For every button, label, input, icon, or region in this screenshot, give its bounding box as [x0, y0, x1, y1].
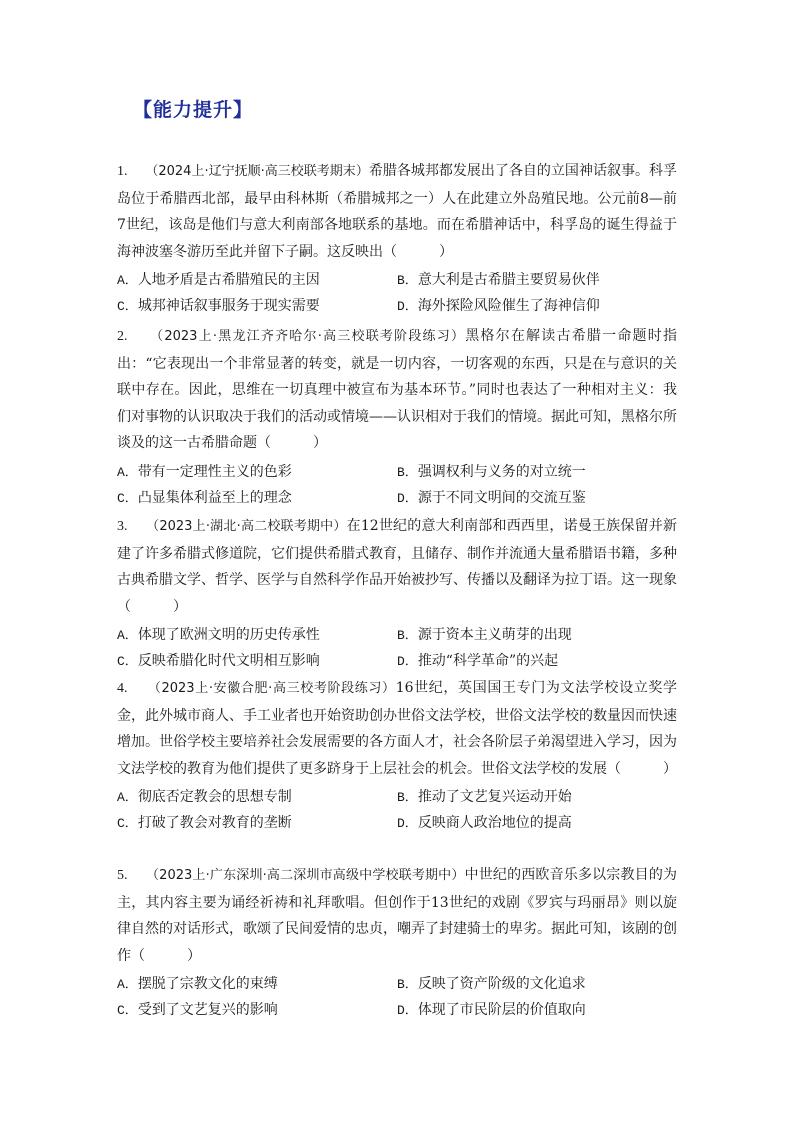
- option-a[interactable]: A．带有一定理性主义的色彩: [117, 463, 292, 480]
- question-text: 黑格尔在解读古希腊一命题时指出：“它表现出一个非常显著的转变，就是一切内容，一切客观的东西，只是在与意识的关联中存在。因此，思维在一切真理中被宣布为基本环节。”同时也表达了一种相对主义：我们对事物的认识取决于我们的活动或情境——认识相对于我们的情境。据此可知，黑格尔所谈及的这一古希腊命题（ ）: [117, 328, 677, 451]
- option-b[interactable]: B．强调权利与义务的对立统一: [397, 463, 586, 480]
- options: [117, 267, 677, 319]
- question-stem: [117, 513, 677, 620]
- question-number: 1.: [117, 164, 128, 179]
- question-source: （2024上·辽宁抚顺·高三校联考期末）: [145, 164, 369, 179]
- question-text: 16世纪，英国国王专门为文法学校设立奖学金，此外城市商人、手工业者也开始资助创办世俗文法学校，世俗文法学校的数量因而快速增加。世俗学校主要培养社会发展需要的各方面人才，社会各阶层子弟渴望进入学习，因为文法学校的教育为他们提供了更多跻身于上层社会的机会。世俗文法学校的发展（ ）: [117, 680, 677, 777]
- option-a[interactable]: A．彻底否定教会的思想专制: [117, 789, 292, 805]
- question-text: 希腊各城邦都发展出了各自的立国神话叙事。科孚岛位于希腊西北部，最早由科林斯（希腊城邦之一）人在此建立外岛殖民地。公元前8—前7世纪，该岛是他们与意大利南部各地联系的基地。而在希腊神话中，科孚岛的诞生得益于海神波塞冬游历至此并留下子嗣。这反映出（ ）: [117, 163, 677, 260]
- question-1: [117, 158, 677, 319]
- question-text: 中世纪的西欧音乐多以宗教目的为主，其内容主要为诵经祈祷和礼拜歌唱。但创作于13世纪的戏剧《罗宾与玛丽昂》则以旋律自然的对话形式，歌颂了民间爱情的忠贞，嘲弄了封建骑士的卑劣。据此可知，该剧的创作（ ）: [117, 867, 677, 964]
- option-b[interactable]: B．推动了文艺复兴运动开始: [397, 789, 572, 805]
- question-2: [117, 323, 677, 511]
- question-stem: [117, 862, 677, 969]
- option-c[interactable]: C．受到了文艺复兴的影响: [117, 1002, 278, 1018]
- question-stem: [117, 675, 677, 782]
- option-d[interactable]: D．体现了市民阶层的价值取向: [397, 1002, 586, 1018]
- option-d[interactable]: D．反映商人政治地位的提高: [397, 815, 572, 831]
- options: [117, 971, 677, 1023]
- question-number: 2.: [117, 329, 128, 344]
- option-a[interactable]: A．体现了欧洲文明的历史传承性: [117, 627, 320, 643]
- option-d[interactable]: D．海外探险风险催生了海神信仰: [397, 298, 600, 314]
- question-source: （2023上·安徽合肥·高三校考阶段练习）: [147, 681, 396, 696]
- option-d[interactable]: D．源于不同文明间的交流互鉴: [397, 489, 586, 506]
- option-a[interactable]: A．摆脱了宗教文化的束缚: [117, 976, 278, 992]
- question-3: [117, 513, 677, 674]
- option-b[interactable]: B．反映了资产阶级的文化追求: [397, 976, 586, 992]
- question-source: （2023上·广东深圳·高二深圳市高级中学校联考期中）: [146, 868, 465, 883]
- question-source: （2023上·湖北·高二校联考期中）: [146, 519, 347, 534]
- question-stem: [117, 158, 677, 265]
- options: [117, 784, 677, 836]
- question-5: [117, 862, 677, 1023]
- option-c[interactable]: C．凸显集体利益至上的理念: [117, 489, 292, 506]
- option-c[interactable]: C．反映希腊化时代文明相互影响: [117, 653, 320, 669]
- question-stem: [117, 323, 677, 457]
- options: [117, 622, 677, 674]
- question-source: （2023上·黑龙江齐齐哈尔·高三校联考阶段练习）: [150, 329, 466, 344]
- option-a[interactable]: A．人地矛盾是古希腊殖民的主因: [117, 272, 320, 288]
- option-c[interactable]: C．城邦神话叙事服务于现实需要: [117, 298, 320, 314]
- question-text: 在12世纪的意大利南部和西西里，诺曼王族保留并新建了许多希腊式修道院，它们提供希腊式教育，且储存、制作并流通大量希腊语书籍，多种古典希腊文学、哲学、医学与自然科学作品开始被抄写、传播以及翻译为拉丁语。这一现象（ ）: [117, 518, 677, 615]
- option-c[interactable]: C．打破了教会对教育的垄断: [117, 815, 292, 831]
- option-b[interactable]: B．源于资本主义萌芽的出现: [397, 627, 572, 643]
- question-number: 3.: [117, 519, 128, 534]
- option-d[interactable]: D．推动“科学革命”的兴起: [397, 653, 559, 669]
- options: [117, 459, 677, 511]
- question-number: 5.: [117, 868, 128, 883]
- section-title: 【能力提升】: [133, 99, 254, 121]
- question-4: [117, 675, 677, 836]
- option-b[interactable]: B．意大利是古希腊主要贸易伙伴: [397, 272, 600, 288]
- question-number: 4.: [117, 681, 128, 696]
